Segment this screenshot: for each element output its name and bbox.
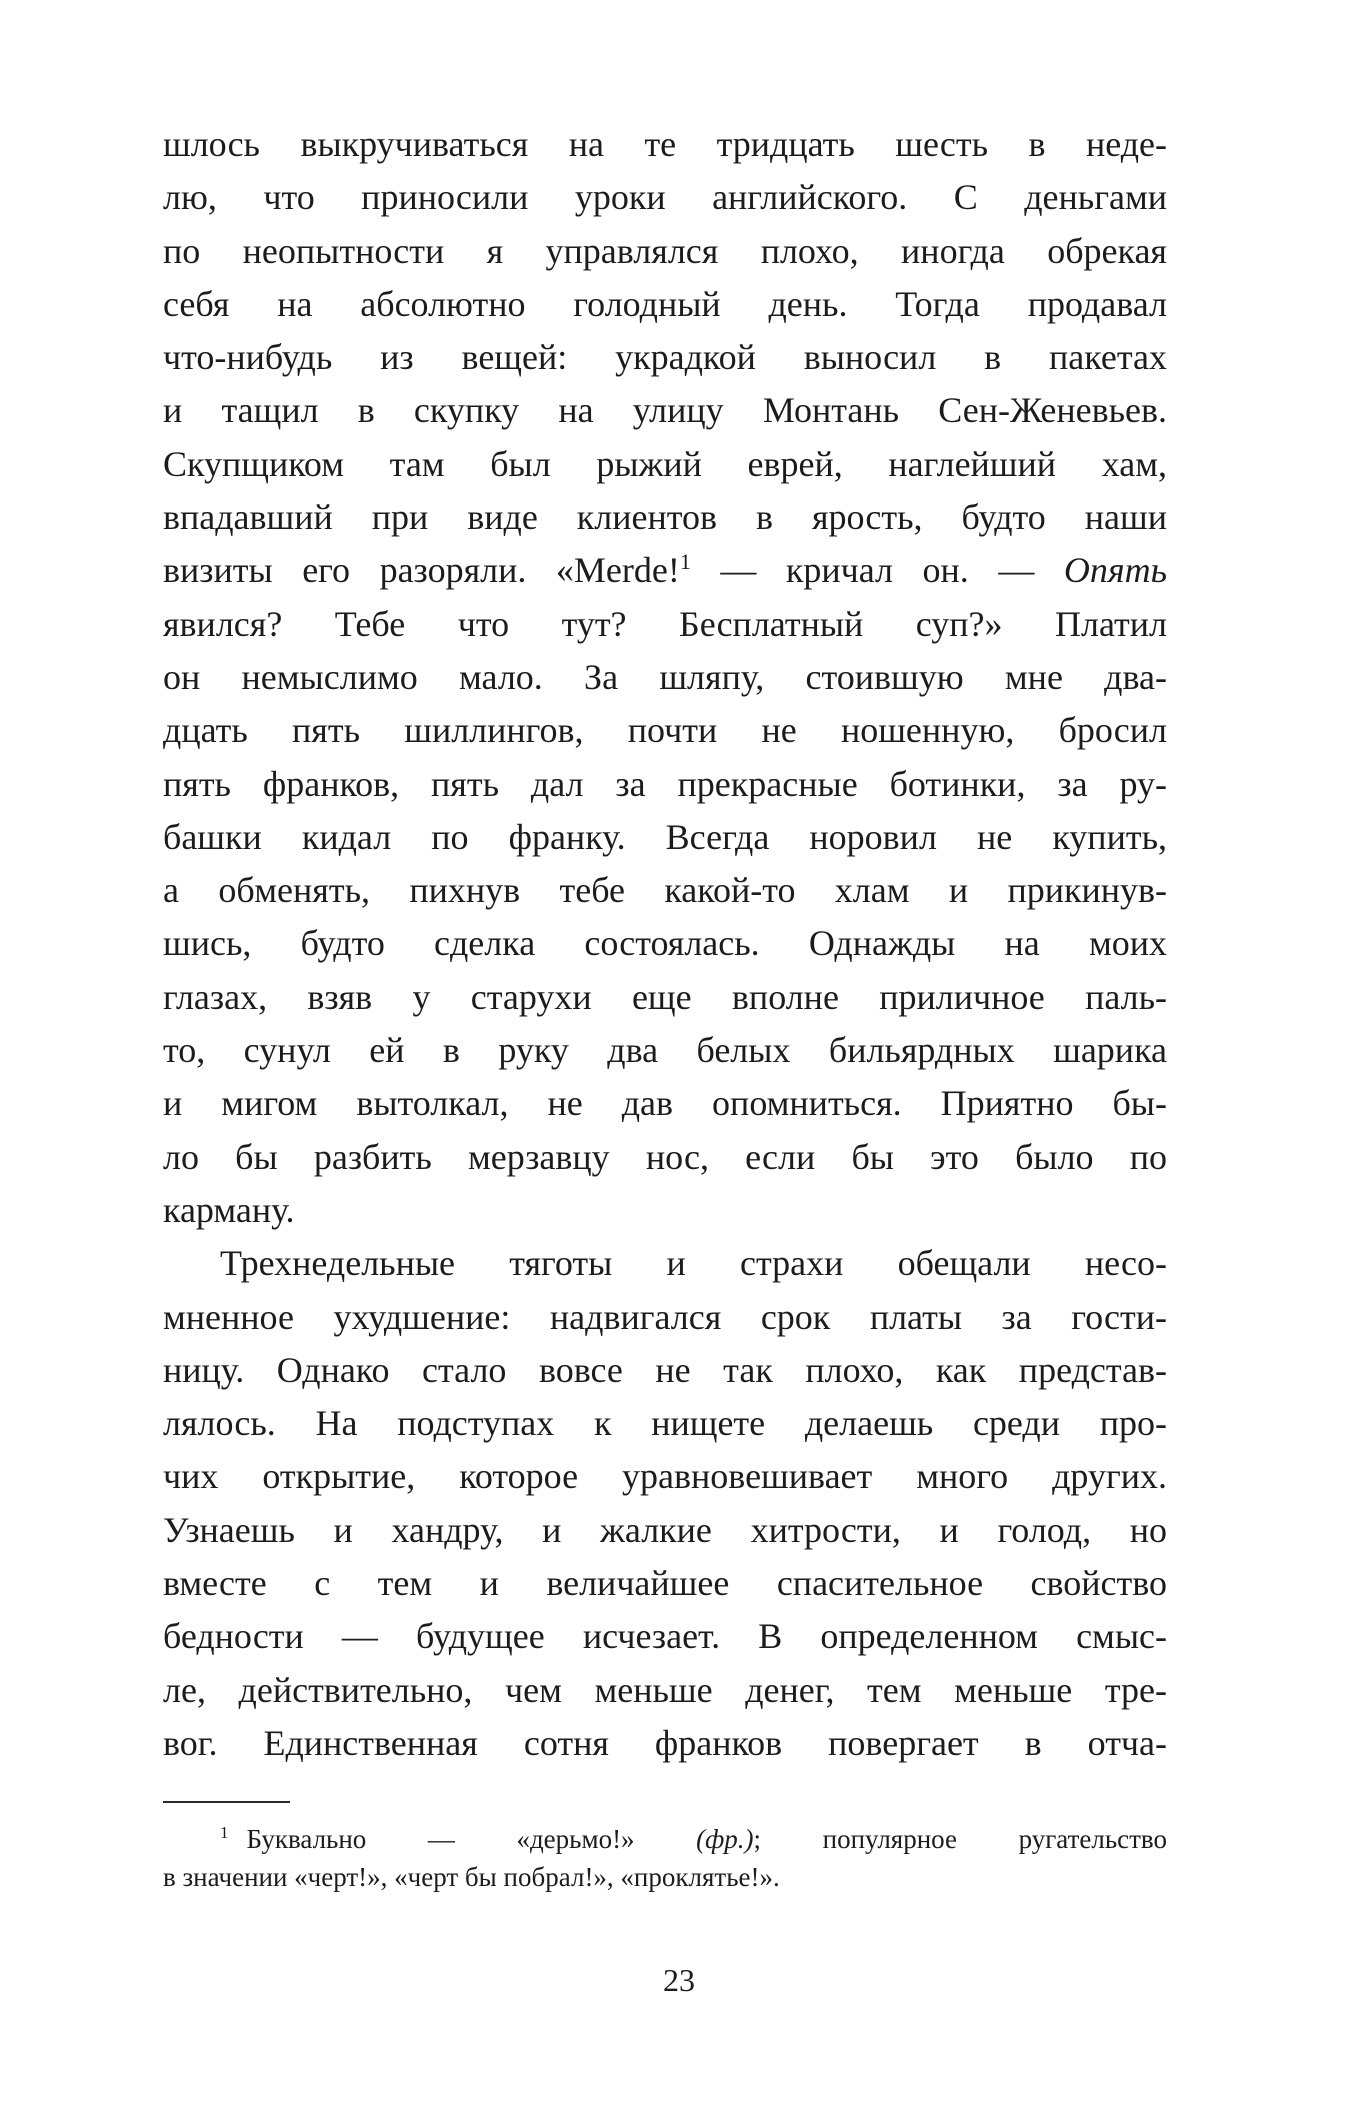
text-line: шись, будто сделка состоялась. Однажды на моих (163, 923, 1167, 964)
text-line: что-нибудь из вещей: украдкой выносил в пакетах (163, 337, 1167, 378)
footnote-line (163, 1820, 1167, 1858)
text-line: впадавший при виде клиентов в ярость, будто наши (163, 497, 1167, 538)
text-line: вместе с тем и величайшее спасительное свойство (163, 1563, 1167, 1604)
text-line: вог. Единственная сотня франков повергает в отча- (163, 1722, 1167, 1763)
text-segment: — кричал он. — (690, 550, 1064, 591)
text-line: глазах, взяв у старухи еще вполне приличное паль- (163, 976, 1167, 1017)
text-line: чих открытие, которое уравновешивает много других. (163, 1456, 1167, 1497)
italic-segment: Опять (1063, 550, 1167, 591)
text-line: он немыслимо мало. За шляпу, стоившую мне два- (163, 656, 1167, 697)
text-line: явился? Тебе что тут? Бесплатный суп?» Платил (163, 603, 1167, 644)
text-line: а обменять, пихнув тебе какой-то хлам и прикинув- (163, 870, 1167, 911)
text-line: ле, действительно, чем меньше денег, тем меньше тре- (163, 1669, 1167, 1710)
text-line: ницу. Однако стало вовсе не так плохо, как представ- (163, 1349, 1167, 1390)
text-line-with-footnote-ref (163, 544, 1167, 597)
footnote-italic-segment: (фр.) (696, 1824, 754, 1854)
footnote-text-segment: ; популярное ругательство (753, 1824, 1167, 1854)
main-text (163, 118, 1167, 1770)
text-line: и мигом вытолкал, не дав опомниться. Приятно бы- (163, 1083, 1167, 1124)
text-line: Узнаешь и хандру, и жалкие хитрости, и голод, но (163, 1509, 1167, 1550)
text-line: башки кидал по франку. Всегда норовил не купить, (163, 816, 1167, 857)
footnote (163, 1820, 1167, 1896)
footnote-reference: 1 (679, 549, 691, 575)
text-line: то, сунул ей в руку два белых бильярдных шарика (163, 1030, 1167, 1071)
text-segment: визиты его разоряли. «Merde! (163, 550, 680, 591)
text-line: шлось выкручиваться на те тридцать шесть в неде- (163, 124, 1167, 164)
text-line: Скупщиком там был рыжий еврей, наглейший хам, (163, 443, 1167, 484)
paragraph-first-line: Трехнедельные тяготы и страхи обещали несо- (220, 1243, 1167, 1284)
text-line: ло бы разбить мерзавцу нос, если бы это было по (163, 1136, 1167, 1177)
footnote-divider (163, 1801, 290, 1803)
text-line: лялось. На подступах к нищете делаешь среди про- (163, 1403, 1167, 1444)
text-line: по неопытности я управлялся плохо, иногда обрекая (163, 230, 1167, 271)
text-line: и тащил в скупку на улицу Монтань Сен-Женевьев. (163, 390, 1167, 431)
text-line: себя на абсолютно голодный день. Тогда продавал (163, 283, 1167, 324)
footnote-marker: 1 (220, 1823, 229, 1842)
footnote-text-segment: Буквально — «дерьмо!» (246, 1824, 697, 1854)
footnote-line: в значении «черт!», «черт бы побрал!», «проклятье!». (163, 1862, 780, 1892)
text-line: мненное ухудшение: надвигался срок платы за гости- (163, 1296, 1167, 1337)
page-number: 23 (663, 1962, 695, 1998)
text-line: лю, что приносили уроки английского. С деньгами (163, 177, 1167, 218)
text-line: бедности — будущее исчезает. В определенном смыс- (163, 1616, 1167, 1657)
text-line: дцать пять шиллингов, почти не ношенную, бросил (163, 710, 1167, 751)
paragraph-end-line: карману. (163, 1189, 295, 1230)
text-line: пять франков, пять дал за прекрасные ботинки, за ру- (163, 763, 1167, 804)
